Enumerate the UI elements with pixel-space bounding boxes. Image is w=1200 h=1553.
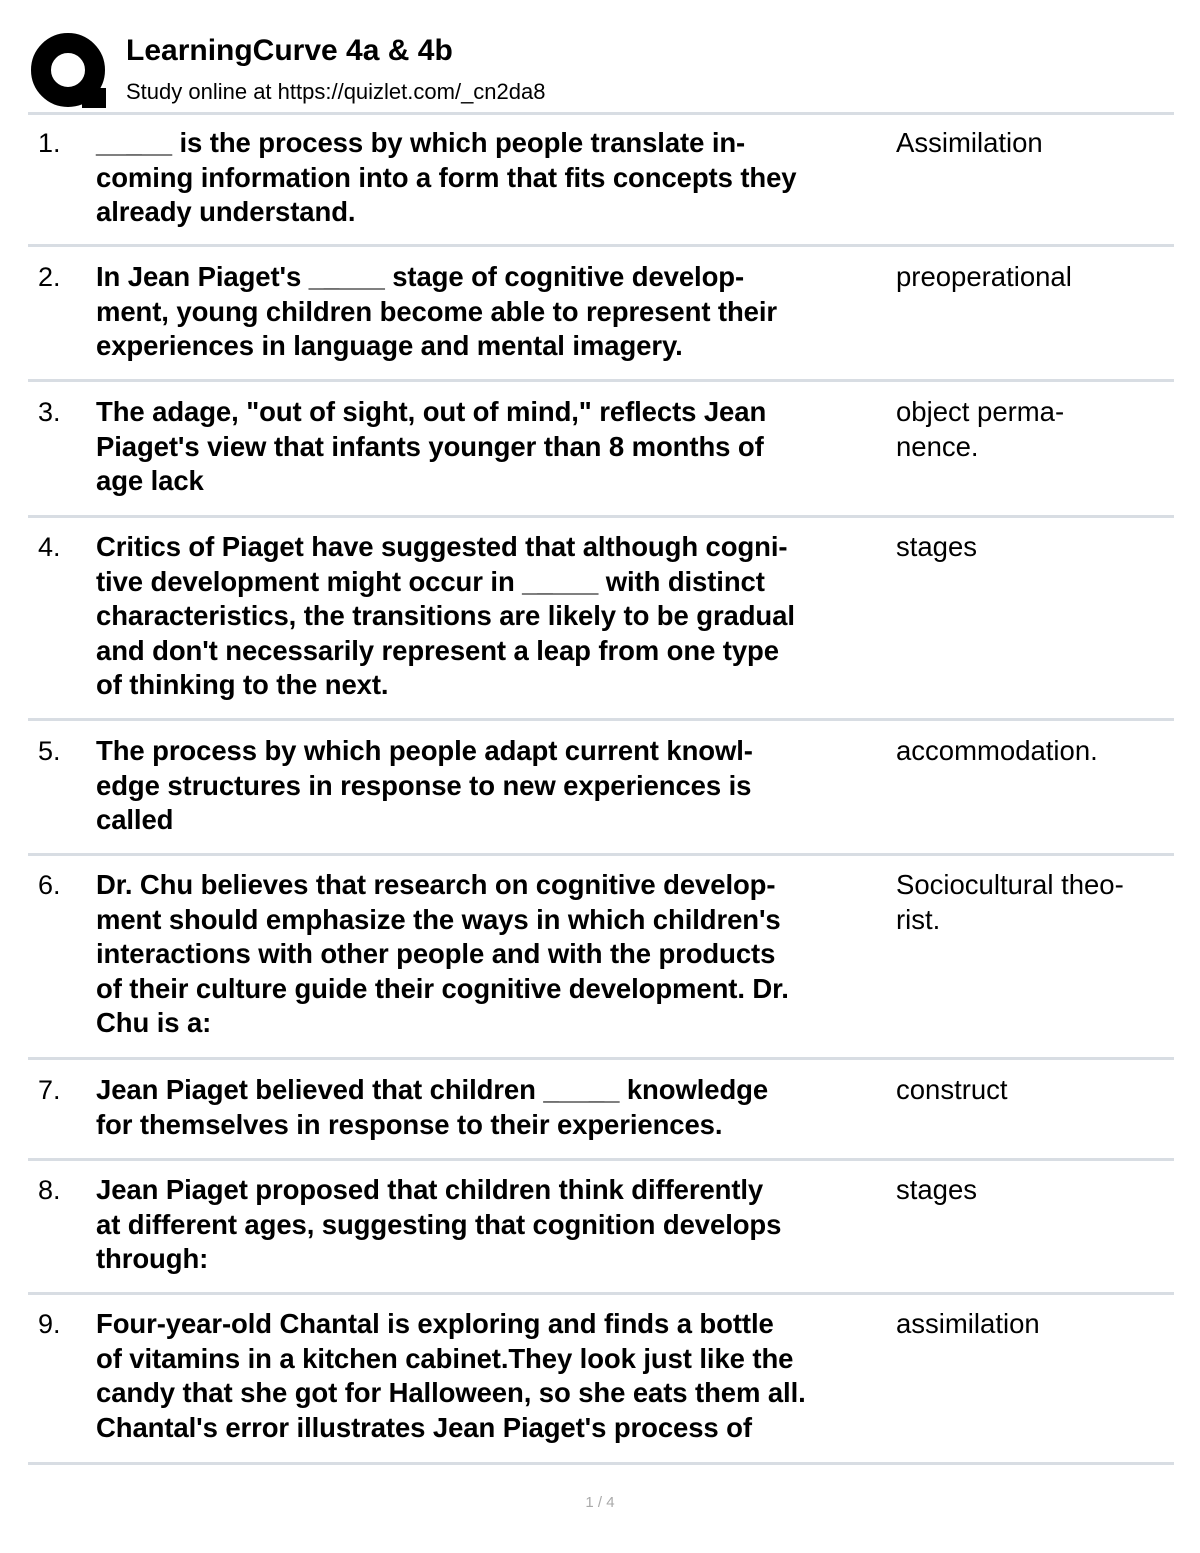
card-definition: Assimilation	[896, 127, 1043, 158]
card-number: 8.	[38, 1175, 61, 1205]
flashcard-row	[28, 395, 1174, 518]
card-term: Jean Piaget believed that children _____ knowledge for themselves in response to their experiences.	[96, 1074, 769, 1140]
card-definition: object perma- nence.	[896, 396, 1065, 462]
flashcard-row	[28, 126, 1174, 247]
card-number: 5.	[38, 736, 61, 766]
flashcard-row	[28, 1307, 1174, 1465]
card-definition: Sociocultural theo- rist.	[896, 869, 1124, 935]
card-number: 7.	[38, 1075, 61, 1105]
card-number: 2.	[38, 262, 61, 292]
card-term: The process by which people adapt current knowl- edge structures in response to new experiences is called	[96, 735, 753, 835]
card-term: The adage, "out of sight, out of mind," reflects Jean Piaget's view that infants younger than 8 months of age lack	[96, 396, 767, 496]
card-term: Jean Piaget proposed that children think differently at different ages, suggesting that cognition develops through:	[96, 1174, 782, 1274]
page-header	[28, 26, 1174, 112]
flashcard-row	[28, 260, 1174, 382]
card-definition: preoperational	[896, 261, 1072, 292]
card-definition: assimilation	[896, 1308, 1040, 1339]
flashcard-row	[28, 530, 1174, 721]
card-term: In Jean Piaget's _____ stage of cognitive develop- ment, young children become able to represent their experiences in language and mental imagery.	[96, 261, 778, 361]
card-number: 6.	[38, 870, 61, 900]
card-term: Critics of Piaget have suggested that although cogni- tive development might occur in _____ with distinct characteristics, the transitions are likely to be gradual and don't necessarily represent a leap from one type of thinking to the next.	[96, 531, 795, 700]
card-term: Dr. Chu believes that research on cognitive develop- ment should emphasize the ways in which children's interactions with other people and with the products of their culture guide their cognitive development. Dr. Chu is a:	[96, 869, 789, 1038]
card-number: 3.	[38, 397, 61, 427]
quizlet-logo-icon	[30, 32, 110, 112]
flashcard-row	[28, 1173, 1174, 1295]
card-number: 9.	[38, 1309, 61, 1339]
card-term: Four-year-old Chantal is exploring and finds a bottle of vitamins in a kitchen cabinet.They look just like the candy that she got for Halloween, so she eats them all. Chantal's error illustrates Jean Piaget's process of	[96, 1308, 806, 1443]
card-definition: accommodation.	[896, 735, 1098, 766]
set-title: LearningCurve 4a & 4b	[126, 34, 453, 67]
card-definition: stages	[896, 1174, 978, 1205]
page-indicator: 1 / 4	[585, 1494, 615, 1511]
card-number: 4.	[38, 532, 61, 562]
card-definition: stages	[896, 531, 978, 562]
card-definition: construct	[896, 1074, 1008, 1105]
study-online-link[interactable]: Study online at https://quizlet.com/_cn2da8	[126, 79, 546, 104]
header-divider	[28, 112, 1174, 115]
flashcard-row	[28, 1073, 1174, 1161]
card-number: 1.	[38, 128, 61, 158]
flashcard-row	[28, 734, 1174, 856]
card-term: _____ is the process by which people translate in- coming information into a form that fits concepts they already understand.	[96, 127, 797, 227]
flashcard-row	[28, 868, 1174, 1060]
